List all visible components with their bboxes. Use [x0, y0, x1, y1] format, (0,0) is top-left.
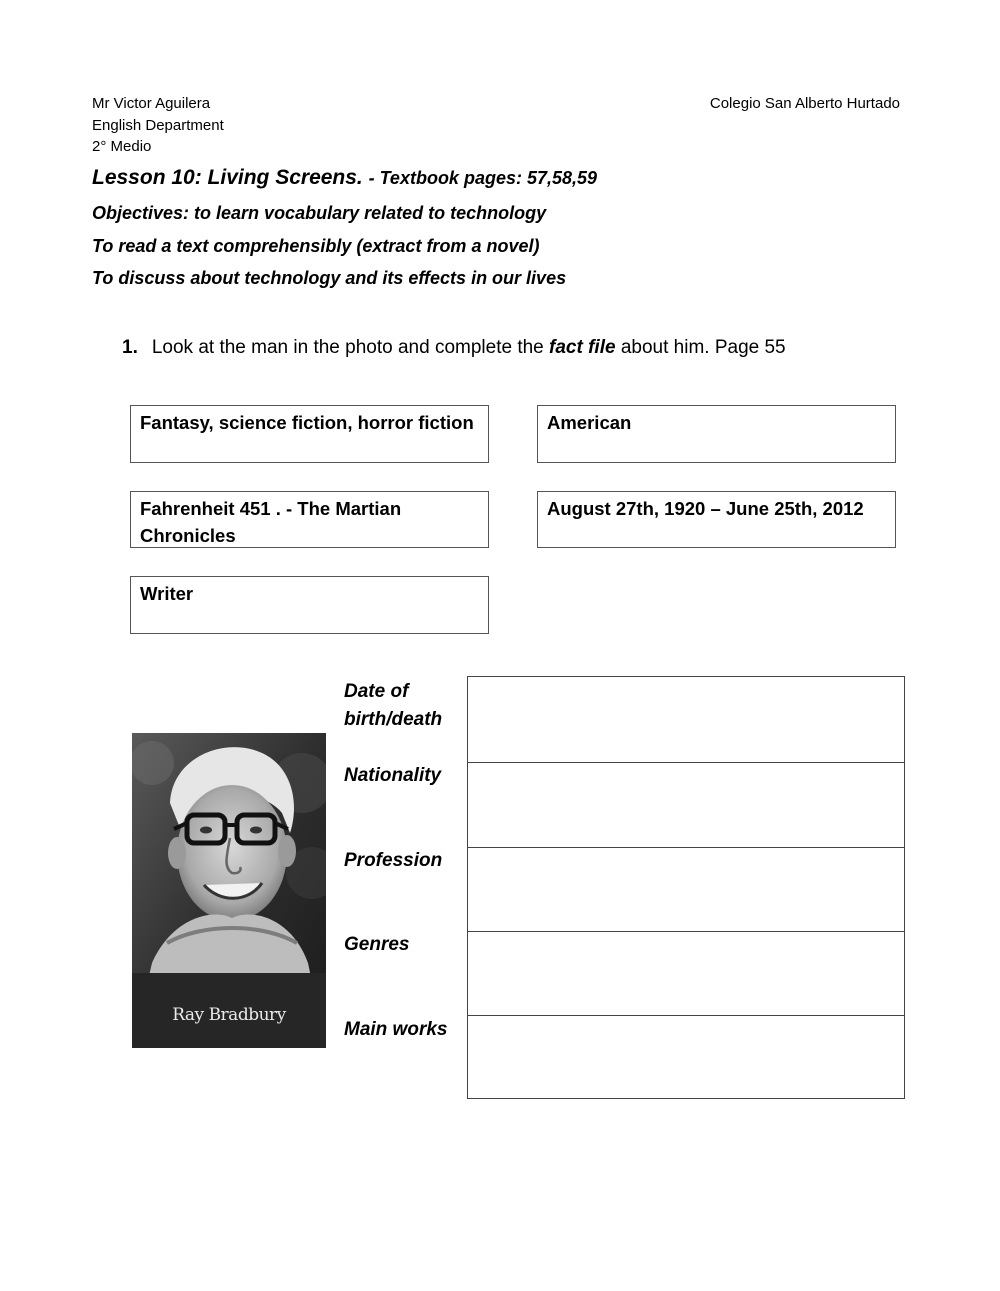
drop-zone-profession[interactable] [468, 847, 904, 931]
drop-zone-nationality[interactable] [468, 762, 904, 847]
department-name: English Department [92, 117, 224, 134]
fact-file-table [467, 676, 905, 1099]
label-profession: Profession [344, 850, 443, 871]
drop-zone-date-of-birth-death[interactable] [468, 677, 904, 761]
drop-zone-genres[interactable] [468, 931, 904, 1016]
answer-box-genres[interactable]: Fantasy, science fiction, horror fiction [130, 405, 489, 463]
instruction-emphasis: fact file [549, 337, 616, 358]
drop-zone-main-works[interactable] [468, 1015, 904, 1099]
lesson-title-text: Lesson 10: Living Screens. [92, 166, 363, 189]
lesson-pages: - Textbook pages: 57,58,59 [368, 168, 598, 188]
answer-box-nationality[interactable]: American [537, 405, 896, 463]
objectives [92, 197, 566, 295]
label-date-of-birth-death: Date of birth/death [344, 681, 443, 730]
instruction-number: 1. [122, 337, 138, 358]
photo-caption: Ray Bradbury [172, 1005, 286, 1025]
grade-level: 2° Medio [92, 138, 152, 155]
author-photo [132, 733, 326, 1048]
answer-box-profession[interactable]: Writer [130, 576, 489, 634]
portrait-illustration [132, 733, 326, 1048]
teacher-name: Mr Victor Aguilera [92, 95, 211, 112]
school-name: Colegio San Alberto Hurtado [709, 95, 900, 112]
label-genres: Genres [344, 934, 410, 955]
instruction-text-after: about him. Page 55 [615, 337, 786, 358]
objective-line: To discuss about technology and its effects in our lives [92, 268, 567, 288]
instruction-text-before: Look at the man in the photo and complete the [151, 337, 550, 358]
answer-box-main-works[interactable]: Fahrenheit 451 . - The Martian Chronicles [130, 491, 489, 548]
answer-box-dates[interactable]: August 27th, 1920 – June 25th, 2012 [537, 491, 896, 548]
objective-line: Objectives: to learn vocabulary related to technology [92, 203, 547, 223]
label-main-works: Main works [344, 1019, 448, 1040]
lesson-title [92, 166, 597, 190]
label-nationality: Nationality [344, 765, 442, 786]
objective-line: To read a text comprehensibly (extract from a novel) [92, 235, 540, 256]
instruction [122, 337, 786, 359]
